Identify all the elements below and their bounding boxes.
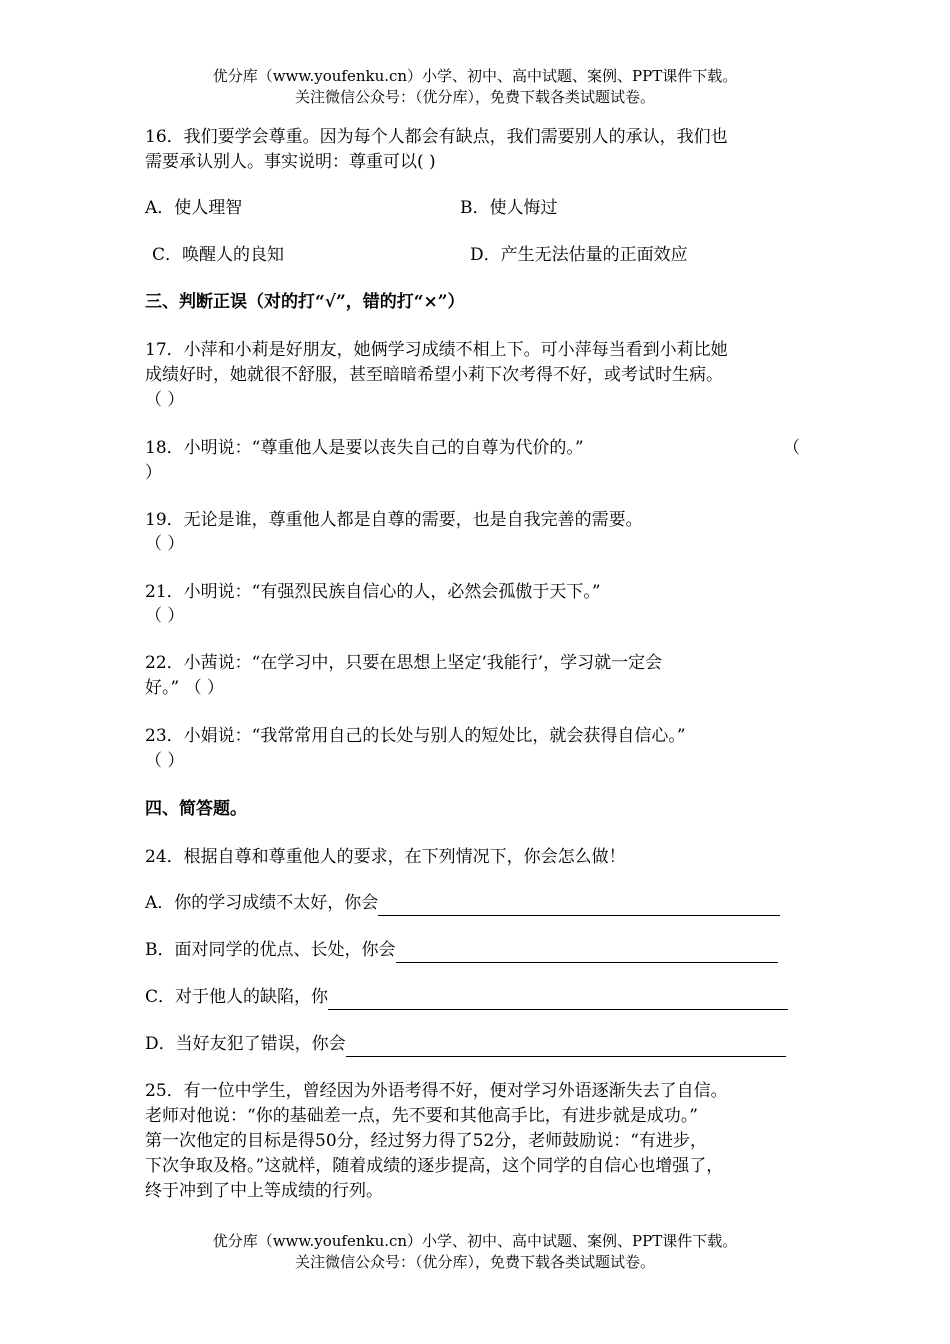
q22-line-2: 好。” （ ） [145,678,224,698]
q22-line-1: 22．小茜说：“在学习中，只要在思想上坚定‘我能行’，学习就一定会 [145,653,663,673]
q24-item-b-label: B．面对同学的优点、长处，你会 [145,940,396,960]
q24-item-a-label: A．你的学习成绩不太好，你会 [145,893,379,913]
q18-line-1: 18．小明说：“尊重他人是要以丧失自己的自尊为代价的。” [145,438,584,458]
q24-item-d-label: D．当好友犯了错误，你会 [145,1034,346,1054]
q24-item-a-answer-line[interactable] [378,897,780,916]
q24-item-a [145,891,780,916]
footer-line-1: 优分库（www.youfenku.cn）小学、初中、高中试题、案例、PPT课件下载。 [212,1232,738,1250]
q24-stem: 24．根据自尊和尊重他人的要求，在下列情况下，你会怎么做！ [145,847,626,867]
q24-item-c [145,985,788,1010]
q25-line-1: 25．有一位中学生，曾经因为外语考得不好，便对学习外语逐渐失去了自信。 [145,1081,728,1101]
section-3-title: 三、判断正误（对的打“√”，错的打“×”） [145,292,465,312]
q17-answer-bracket: （ ） [145,390,185,410]
q18-bracket-open: （ [783,438,800,458]
q16-line-1: 16．我们要学会尊重。因为每个人都会有缺点，我们需要别人的承认，我们也 [145,127,728,147]
q19-answer-bracket: （ ） [145,534,185,554]
q17-line-1: 17．小萍和小莉是好朋友，她俩学习成绩不相上下。可小萍每当看到小莉比她 [145,340,728,360]
q16-option-d: D．产生无法估量的正面效应 [470,245,688,265]
q21-line-1: 21．小明说：“有强烈民族自信心的人，必然会孤傲于天下。” [145,582,601,602]
q16-option-a: A．使人理智 [145,198,243,218]
q16-option-c: C．唤醒人的良知 [152,245,285,265]
q19-line-1: 19．无论是谁，尊重他人都是自尊的需要，也是自我完善的需要。 [145,510,643,530]
q24-item-b [145,938,778,963]
q24-item-c-answer-line[interactable] [328,991,788,1010]
q25-line-5: 终于冲到了中上等成绩的行列。 [145,1181,383,1201]
q24-item-b-answer-line[interactable] [396,944,778,963]
header-line-2: 关注微信公众号：（优分库），免费下载各类试题试卷。 [294,88,655,106]
footer-line-2: 关注微信公众号：（优分库），免费下载各类试题试卷。 [294,1253,655,1271]
q23-line-1: 23．小娟说：“我常常用自己的长处与别人的短处比，就会获得自信心。” [145,726,686,746]
q18-bracket-close: ） [145,463,162,483]
q16-option-b: B．使人悔过 [460,198,558,218]
q16-line-2: 需要承认别人。事实说明：尊重可以( ) [145,152,436,172]
q25-line-3: 第一次他定的目标是得50分，经过努力得了52分，老师鼓励说：“有进步， [145,1131,707,1151]
q24-item-d-answer-line[interactable] [346,1038,786,1057]
q23-answer-bracket: （ ） [145,751,185,771]
q25-line-4: 下次争取及格。”这就样，随着成绩的逐步提高，这个同学的自信心也增强了， [145,1156,724,1176]
page-header [0,66,950,108]
q17-line-2: 成绩好时，她就很不舒服，甚至暗暗希望小莉下次考得不好，或考试时生病。 [145,365,723,385]
q24-item-d [145,1032,786,1057]
q21-answer-bracket: （ ） [145,606,185,626]
header-line-1: 优分库（www.youfenku.cn）小学、初中、高中试题、案例、PPT课件下载。 [212,67,738,85]
q24-item-c-label: C．对于他人的缺陷，你 [145,987,329,1007]
q25-line-2: 老师对他说：“你的基础差一点，先不要和其他高手比，有进步就是成功。” [145,1106,698,1126]
section-4-title: 四、简答题。 [145,799,247,819]
page-footer [0,1231,950,1273]
